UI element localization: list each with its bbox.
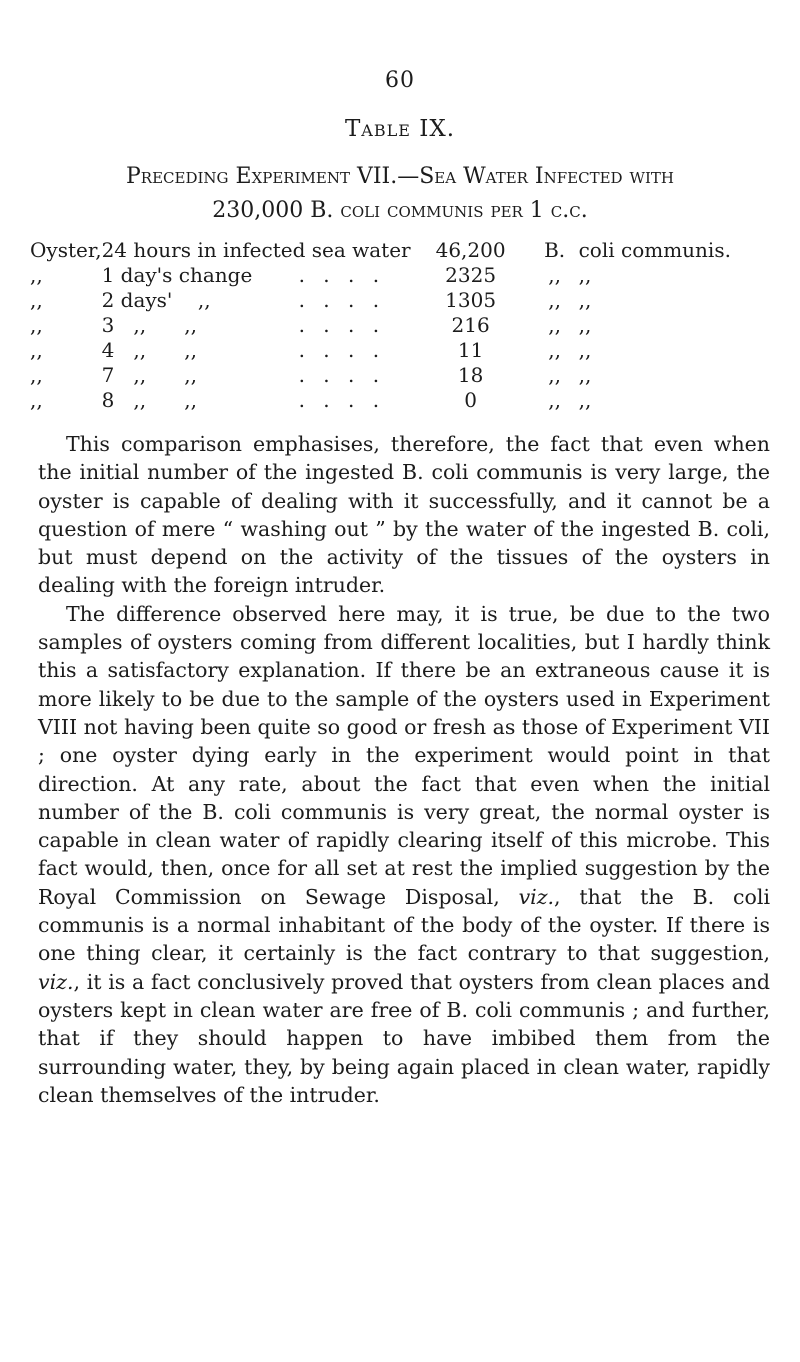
- row-count: 2325: [445, 263, 497, 287]
- row-count: 1305: [445, 288, 497, 312]
- row-species-ditto: ,,: [548, 388, 561, 412]
- row-leader-dots: . . . .: [298, 338, 386, 362]
- row-description: 8 ,, ,,: [101, 388, 197, 412]
- table-row: [30, 263, 775, 288]
- row-description: 24 hours in infected sea water: [101, 238, 411, 262]
- paragraph-text: , it is a fact conclusively proved that oysters from clean places and oysters kept in clean water are free of B. coli communis ; and further, that if they should happen to have imbibed them from the surrounding water, they, by being again placed in clean water, rapidly clean themselves of the intruder.: [38, 969, 770, 1107]
- paragraph-2: [38, 600, 770, 1109]
- row-subject: ,,: [30, 388, 43, 412]
- table-row: [30, 288, 775, 313]
- row-count: 46,200: [435, 238, 506, 262]
- row-subject: ,,: [30, 263, 43, 287]
- results-table: [30, 238, 775, 413]
- row-subject: ,,: [30, 313, 43, 337]
- table-row: [30, 388, 775, 413]
- experiment-title-line-2: 230,000 B. coli communis per 1 c.c.: [212, 198, 588, 223]
- row-leader-dots: . . . .: [298, 388, 386, 412]
- paragraph-italic: viz.: [518, 884, 555, 909]
- page-number: 60: [385, 68, 415, 93]
- paragraph-text: , that the B. coli communis is a normal inhabitant of the body of the oyster. If there is one thing clear, it certainly is the fact contrary to that suggestion,: [38, 884, 770, 966]
- row-subject: Oyster,: [30, 238, 102, 262]
- paragraph-text: This comparison emphasises, therefore, the fact that even when the initial number of the ingested B. coli communis is very large, the oyster is capable of dealing with it successfully, and it cannot be a question of mere “ washing out ” by the water of the ingested B. coli, but must depend on the activity of the tissues of the oysters in dealing with the foreign intruder.: [38, 432, 770, 598]
- row-subject: ,,: [30, 363, 43, 387]
- paragraph-italic: viz.: [38, 969, 74, 994]
- row-description: 7 ,, ,,: [101, 363, 197, 387]
- experiment-title-line-1: Preceding Experiment VII.—Sea Water Infected with: [126, 164, 674, 189]
- row-species-ditto: ,,: [548, 338, 561, 362]
- table-title: Table IX.: [344, 116, 456, 142]
- row-species: ,,: [578, 313, 592, 337]
- table-row: [30, 313, 775, 338]
- row-description: 2 days' ,,: [101, 288, 211, 312]
- table-row: [30, 363, 775, 388]
- body-text: [38, 430, 770, 1109]
- table-row: [30, 238, 775, 263]
- row-count: 11: [457, 338, 484, 362]
- row-species-ditto: ,,: [548, 263, 561, 287]
- paragraph-text: The difference observed here may, it is true, be due to the two samples of oysters coming from different localities, but I hardly think this a satisfactory explanation. If there be an extraneous cause it is more likely to be due to the sample of the oysters used in Experiment VIII not having been quite so good or fresh as those of Experiment VII ; one oyster dying early in the experiment would point in that direction. At any rate, about the fact that even when the initial number of the B. coli communis is very great, the normal oyster is capable in clean water of rapidly clearing itself of this microbe. This fact would, then, once for all set at rest the implied suggestion by the Royal Commission on Sewage Disposal,: [38, 601, 770, 909]
- paragraph-1: [38, 430, 770, 600]
- row-species: ,,: [578, 388, 592, 412]
- row-description: 4 ,, ,,: [101, 338, 197, 362]
- row-species-ditto: ,,: [548, 363, 561, 387]
- row-description: 1 day's change: [101, 263, 253, 287]
- row-species: ,,: [578, 263, 592, 287]
- row-count: 0: [464, 388, 477, 412]
- row-species-ditto: ,,: [548, 288, 561, 312]
- experiment-title: [0, 160, 800, 228]
- row-subject: ,,: [30, 338, 43, 362]
- row-count: 216: [451, 313, 490, 337]
- row-leader-dots: . . . .: [298, 313, 386, 337]
- row-leader-dots: . . . .: [298, 363, 386, 387]
- row-count: 18: [457, 363, 484, 387]
- row-leader-dots: . . . .: [298, 263, 386, 287]
- row-description: 3 ,, ,,: [101, 313, 197, 337]
- row-species: ,,: [578, 288, 592, 312]
- row-leader-dots: . . . .: [298, 288, 386, 312]
- row-species-ditto: B.: [544, 238, 566, 262]
- table-row: [30, 338, 775, 363]
- row-subject: ,,: [30, 288, 43, 312]
- row-species: ,,: [578, 338, 592, 362]
- row-species: ,,: [578, 363, 592, 387]
- row-species-ditto: ,,: [548, 313, 561, 337]
- row-species: coli communis.: [578, 238, 731, 262]
